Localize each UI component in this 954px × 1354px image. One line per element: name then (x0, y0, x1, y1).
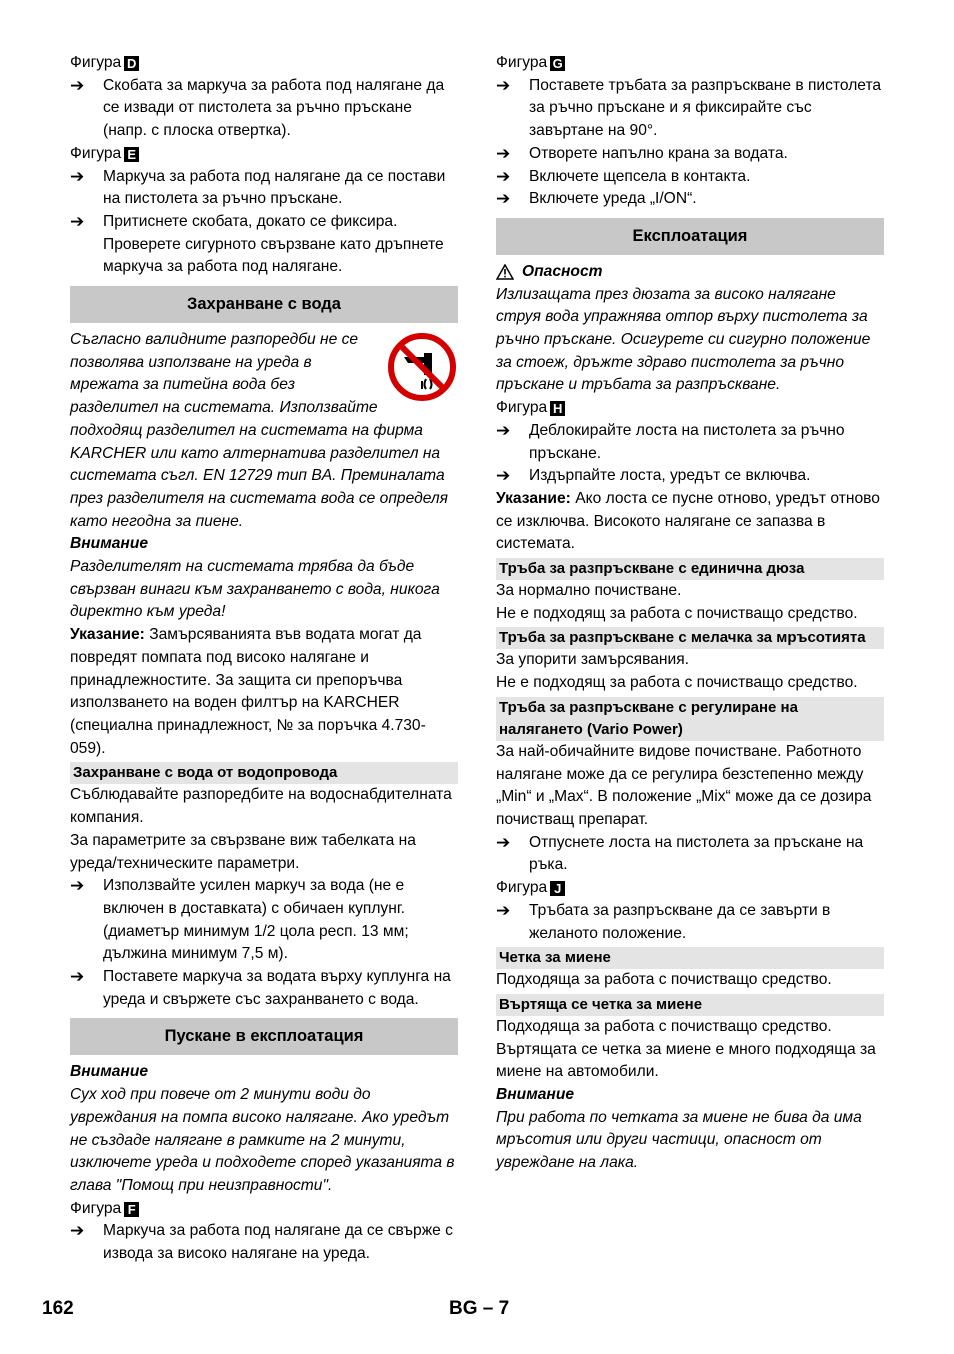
arrow-icon: ➔ (70, 967, 85, 987)
step-item: ➔ Отпуснете лоста на пистолета за пръскане на ръка. (496, 832, 884, 877)
paragraph: Подходяща за работа с почистващо средство. (496, 1017, 832, 1035)
note-paragraph: Указание: Ако лоста се пусне отново, уредът отново се изключва. Високото налягане се запазва в системата. (496, 489, 880, 553)
arrow-icon: ➔ (70, 211, 85, 231)
step-item: ➔ Включете уреда „I/ON“. (496, 188, 884, 211)
paragraph: Подходяща за работа с почистващо средство. (496, 971, 832, 989)
danger-title: Опасност (496, 261, 884, 284)
no-drinking-water-icon (386, 331, 458, 403)
figure-ref-j: Фигура J (496, 877, 884, 900)
step-item: ➔ Маркуча за работа под налягане да се постави на пистолета за ръчно пръскане. (70, 166, 458, 211)
paragraph: Въртящата се четка за миене е много подходяща за миене на автомобили. (496, 1040, 876, 1081)
step-item: ➔ Използвайте усилен маркуч за вода (не е включен в доставката) с обичаен куплунг. (диаметър минимум 1/2 цола респ. 13 мм; дължина минимум 7,5 м). (70, 875, 458, 966)
right-column (496, 52, 884, 1175)
arrow-icon: ➔ (70, 166, 85, 186)
page-number: 162 (42, 1298, 74, 1319)
attention-text: Сух ход при повече от 2 минути води до увреждания на помпа високо налягане. Ако уредът не създаде налягане в рамките на 2 минути, изключете уреда и подходете според указанията в глава "Помощ при неизправности". (70, 1086, 455, 1194)
subheading-rotating-brush: Въртяща се четка за миене (496, 994, 884, 1016)
paragraph: За упорити замърсявания. (496, 651, 689, 669)
step-item: ➔ Скобата за маркуча за работа под налягане да се извади от пистолета за ръчно пръскане (напр. с плоска отвертка). (70, 75, 458, 143)
page-code: BG – 7 (449, 1298, 510, 1319)
section-heading-start-up: Пускане в експлоатация (70, 1018, 458, 1055)
paragraph: Не е подходящ за работа с почистващо средство. (496, 604, 858, 622)
arrow-icon: ➔ (496, 832, 511, 852)
section-heading-water-supply: Захранване с вода (70, 286, 458, 323)
subheading-single-jet: Тръба за разпръскване с единична дюза (496, 558, 884, 580)
arrow-icon: ➔ (70, 876, 85, 896)
arrow-icon: ➔ (496, 420, 511, 440)
step-item: ➔ Притиснете скобата, докато се фиксира. Проверете сигурното свързване като дръпнете маркуча за работа под налягане. (70, 211, 458, 279)
subheading-vario-power: Тръба за разпръскване с регулиране на налягането (Vario Power) (496, 697, 884, 741)
left-column (70, 52, 458, 1266)
arrow-icon: ➔ (496, 900, 511, 920)
attention-title: Внимание (70, 535, 149, 553)
attention-title: Внимание (496, 1086, 575, 1104)
subheading-dirt-blaster: Тръба за разпръскване с мелачка за мръсотията (496, 627, 884, 649)
step-item: ➔ Включете щепсела в контакта. (496, 166, 884, 189)
danger-text: Излизащата през дюзата за високо налягане струя вода упражнява отпор върху пистолета за ръчно пръскане. Осигурете си сигурно положение за стоеж, дръжте здраво пистолета за ръчно пръскане и тръбата за разпръскване. (496, 285, 871, 394)
arrow-icon: ➔ (496, 466, 511, 486)
arrow-icon: ➔ (70, 1221, 85, 1241)
arrow-icon: ➔ (70, 75, 85, 95)
paragraph: За параметрите за свързване виж табелката на уреда/техническите параметри. (70, 831, 416, 872)
attention-title: Внимание (70, 1063, 149, 1081)
step-item: ➔ Поставете маркуча за водата върху куплунга на уреда и свържете със захранването с вода. (70, 966, 458, 1011)
subheading-wash-brush: Четка за миене (496, 947, 884, 969)
step-item: ➔ Отворете напълно крана за водата. (496, 143, 884, 166)
step-item: ➔ Тръбата за разпръскване да се завърти в желаното положение. (496, 900, 884, 945)
subheading-mains-water: Захранване с вода от водопровода (70, 762, 458, 784)
arrow-icon: ➔ (496, 189, 511, 209)
arrow-icon: ➔ (496, 166, 511, 186)
step-item: ➔ Маркуча за работа под налягане да се свърже с извода за високо налягане на уреда. (70, 1220, 458, 1265)
section-heading-operation: Експлоатация (496, 218, 884, 255)
step-item: ➔ Деблокирайте лоста на пистолета за ръчно пръскане. (496, 420, 884, 465)
paragraph: За най-обичайните видове почистване. Работното налягане може да се регулира безстепенно между „Min“ и „Max“. В положение „Mix“ може да се дозира почистващ препарат. (496, 742, 872, 828)
figure-ref-f: Фигура F (70, 1198, 458, 1221)
water-supply-text: Съгласно валидните разпоредби не се позволява използване на уреда в мрежата за питейна вода без разделител на системата. Използвайте подходящ разделител на системата на фирма KARCHER или като алтернатива разделител на системата съгл. EN 12729 тип BA. Преминалата през разделителя на системата вода се определя като негодна за пиене. (70, 331, 448, 530)
warning-triangle-icon (496, 264, 514, 280)
figure-ref-g: Фигура G (496, 52, 884, 75)
paragraph: За нормално почистване. (496, 582, 682, 600)
arrow-icon: ➔ (496, 75, 511, 95)
step-item: ➔ Издърпайте лоста, уредът се включва. (496, 465, 884, 488)
figure-ref-h: Фигура H (496, 397, 884, 420)
figure-ref-d: Фигура D (70, 52, 458, 75)
paragraph: Съблюдавайте разпоредбите на водоснабдителната компания. (70, 786, 452, 827)
note-paragraph: Указание: Замърсяванията във водата могат да повредят помпата под високо налягане и принадлежностите. За защита си препоръчва използването на воден филтър на KARCHER (специална принадлежност, № за поръчка 4.730-059). (70, 626, 426, 757)
attention-text: Разделителят на системата трябва да бъде свързван винаги към захранването с вода, никога директно към уреда! (70, 558, 440, 621)
arrow-icon: ➔ (496, 143, 511, 163)
figure-ref-e: Фигура E (70, 143, 458, 166)
attention-text: При работа по четката за миене не бива да има мръсотия или други частици, опасност от увреждане на лака. (496, 1108, 862, 1172)
step-item: ➔ Поставете тръбата за разпръскване в пистолета за ръчно пръскане и я фиксирайте със завъртане на 90°. (496, 75, 884, 143)
paragraph: Не е подходящ за работа с почистващо средство. (496, 674, 858, 692)
